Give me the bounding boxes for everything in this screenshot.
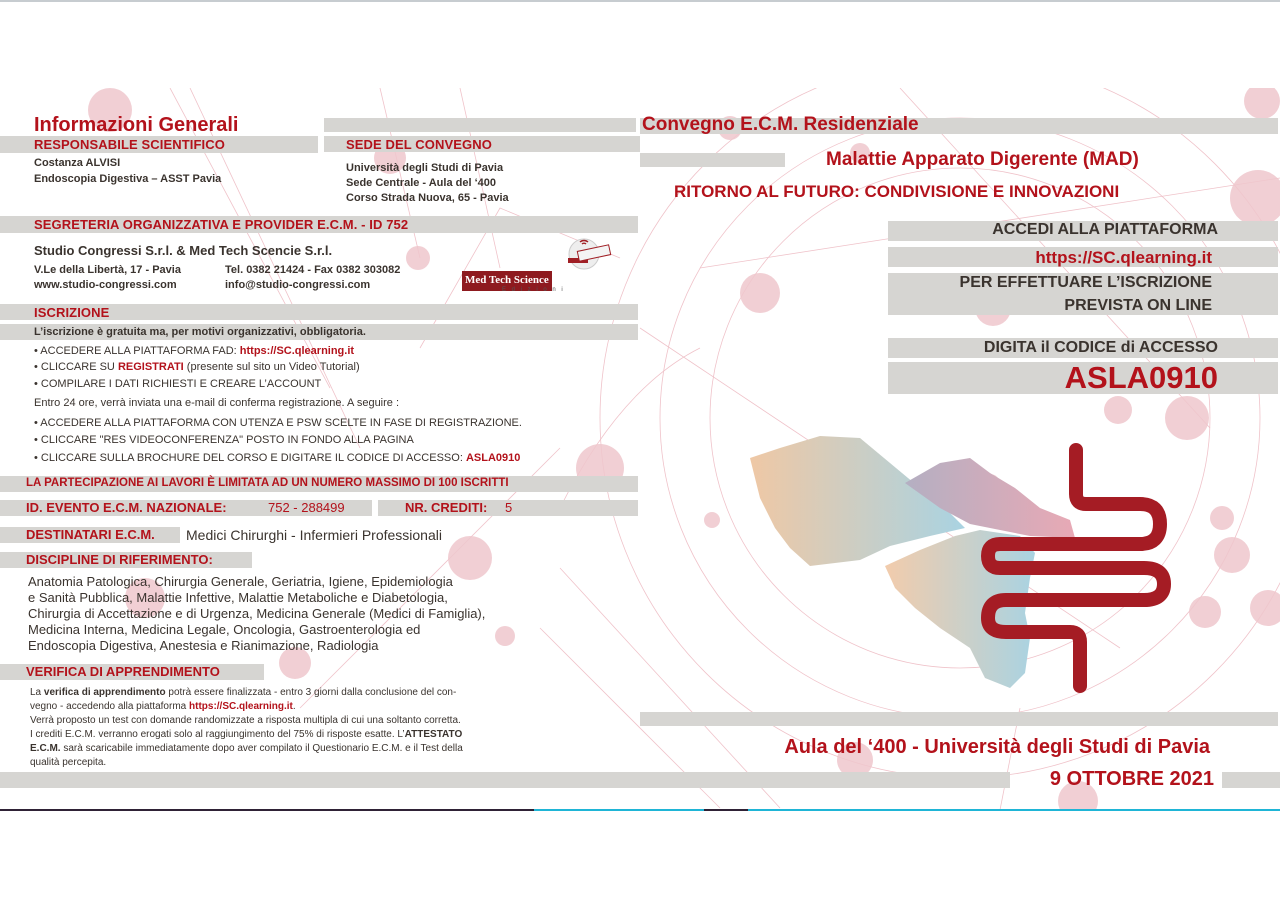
venue: Aula del ‘400 - Università degli Studi di Pavia (784, 736, 1210, 758)
limit-notice: LA PARTECIPAZIONE AI LAVORI È LIMITATA AD UN NUMERO MASSIMO DI 100 ISCRITTI (26, 477, 509, 489)
segreteria-address: V.Le della Libertà, 17 - Pavia (34, 264, 181, 276)
map-intestine-illustration (740, 428, 1180, 698)
top-border (0, 0, 1280, 2)
platform-link[interactable]: https://SC.qlearning.it (189, 701, 293, 712)
convegno-subtitle: Malattie Apparato Digerente (MAD) (826, 149, 1139, 170)
map-region-south (885, 530, 1035, 688)
heading-bar (324, 118, 636, 132)
sede-line: Sede Centrale - Aula del ‘400 (346, 177, 496, 189)
iscrizione-step-2: • CLICCARE SU REGISTRATI (presente sul sito un Video Tutorial) (34, 361, 360, 373)
responsabile-name: Costanza ALVISI (34, 157, 121, 169)
event-date: 9 OTTOBRE 2021 (1049, 768, 1214, 790)
verifica-heading: VERIFICA DI APPRENDIMENTO (26, 664, 220, 679)
access-line-1: ACCEDI ALLA PIATTAFORMA (992, 221, 1218, 238)
evento-label: ID. EVENTO E.C.M. NAZIONALE: (26, 500, 227, 515)
verifica-line: Verrà proposto un test con domande randomizzate a risposta multipla di cui una soltanto corretta. (30, 715, 461, 726)
convegno-header: Convegno E.C.M. Residenziale (642, 114, 919, 135)
verifica-line: La verifica di apprendimento potrà essere finalizzata - entro 3 giorni dalla conclusione del con- (30, 687, 457, 698)
access-url[interactable]: https://SC.qlearning.it (1035, 248, 1212, 267)
iscrizione-step-5: • CLICCARE "RES VIDEOCONFERENZA" POSTO IN FONDO ALLA PAGINA (34, 434, 414, 446)
heading-bar (640, 153, 785, 167)
verifica-line: vegno - accedendo alla piattaforma https://SC.qlearning.it. (30, 701, 296, 712)
access-code-label: DIGITA il CODICE di ACCESSO (983, 339, 1218, 356)
footer-bar (1222, 772, 1280, 788)
discipline-line: Chirurgia di Accettazione e di Urgenza, Medicina Generale (Medici di Famiglia), (28, 606, 486, 621)
segreteria-phone: Tel. 0382 21424 - Fax 0382 303082 (225, 264, 401, 276)
discipline-line: Medicina Interna, Medicina Legale, Oncologia, Gastroenterologia ed (28, 622, 421, 637)
info-title: Informazioni Generali (34, 114, 239, 136)
platform-link[interactable]: https://SC.qlearning.it (239, 345, 355, 357)
crediti-label: NR. CREDITI: (405, 500, 488, 515)
verifica-line: E.C.M. sarà scaricabile immediatamente dopo aver compilato il Questionario E.C.M. e il Test della (30, 743, 463, 754)
bottom-border (748, 809, 1280, 811)
access-line-3: PREVISTA ON LINE (1064, 297, 1212, 314)
destinatari-value: Medici Chirurghi - Infermieri Professionali (186, 527, 442, 543)
segreteria-email[interactable]: info@studio-congressi.com (225, 279, 371, 291)
discipline-heading: DISCIPLINE DI RIFERIMENTO: (26, 552, 213, 567)
sede-heading: SEDE DEL CONVEGNO (346, 137, 492, 152)
iscrizione-step-6: • CLICCARE SULLA BROCHURE DEL CORSO E DIGITARE IL CODICE DI ACCESSO: ASLA0910 (34, 452, 521, 464)
responsabile-role: Endoscopia Digestiva – ASST Pavia (34, 173, 222, 185)
destinatari-label: DESTINATARI E.C.M. (26, 527, 155, 542)
access-code: ASLA0910 (1064, 360, 1218, 395)
segreteria-heading: SEGRETERIA ORGANIZZATIVA E PROVIDER E.C.M. - ID 752 (34, 217, 409, 232)
discipline-line: Endoscopia Digestiva, Anestesia e Rianimazione, Radiologia (28, 638, 379, 653)
convegno-tagline: RITORNO AL FUTURO: CONDIVISIONE E INNOVAZIONI (674, 182, 1120, 201)
segreteria-company: Studio Congressi S.r.l. & Med Tech Scencie S.r.l. (34, 243, 333, 258)
evento-value: 752 - 288499 (268, 500, 345, 515)
iscrizione-step-4: • ACCEDERE ALLA PIATTAFORMA CON UTENZA E PSW SCELTE IN FASE DI REGISTRAZIONE. (34, 417, 522, 429)
bottom-border (0, 809, 534, 811)
iscrizione-after: Entro 24 ore, verrà inviata una e-mail di conferma registrazione. A seguire : (34, 397, 400, 409)
segreteria-website[interactable]: www.studio-congressi.com (34, 279, 177, 291)
verifica-line: I crediti E.C.M. verranno erogati solo al raggiungimento del 75% di risposte esatte. L’ATTESTATO (30, 729, 463, 740)
verifica-line: qualità percepita. (30, 757, 107, 768)
iscrizione-step-3: • COMPILARE I DATI RICHIESTI E CREARE L’ACCOUNT (34, 378, 322, 390)
iscrizione-intro: L’iscrizione è gratuita ma, per motivi organizzativi, obbligatoria. (34, 326, 366, 338)
sede-line: Corso Strada Nuova, 65 - Pavia (346, 192, 509, 204)
qlearning-badge-icon (562, 236, 612, 272)
iscrizione-step-1: • ACCEDERE ALLA PIATTAFORMA FAD: https://SC.qlearning.it (34, 345, 355, 357)
discipline-line: Anatomia Patologica, Chirurgia Generale, Geriatria, Igiene, Epidemiologia (28, 574, 453, 589)
sede-line: Università degli Studi di Pavia (346, 162, 504, 174)
brochure-page (0, 88, 1280, 810)
discipline-line: e Sanità Pubblica, Malattie Infettive, Malattie Metaboliche e Diabetologia, (28, 590, 448, 605)
bottom-border (704, 809, 748, 811)
footer-bar (0, 772, 1010, 788)
responsabile-heading: RESPONSABILE SCIENTIFICO (34, 137, 225, 152)
crediti-value: 5 (505, 500, 513, 515)
med-tech-science-logo: Med Tech Science E d i z i o n i (462, 271, 572, 293)
heading-bar (640, 712, 1278, 726)
iscrizione-heading: ISCRIZIONE (34, 305, 110, 320)
access-line-2: PER EFFETTUARE L’ISCRIZIONE (959, 274, 1212, 291)
bottom-border (534, 809, 704, 811)
